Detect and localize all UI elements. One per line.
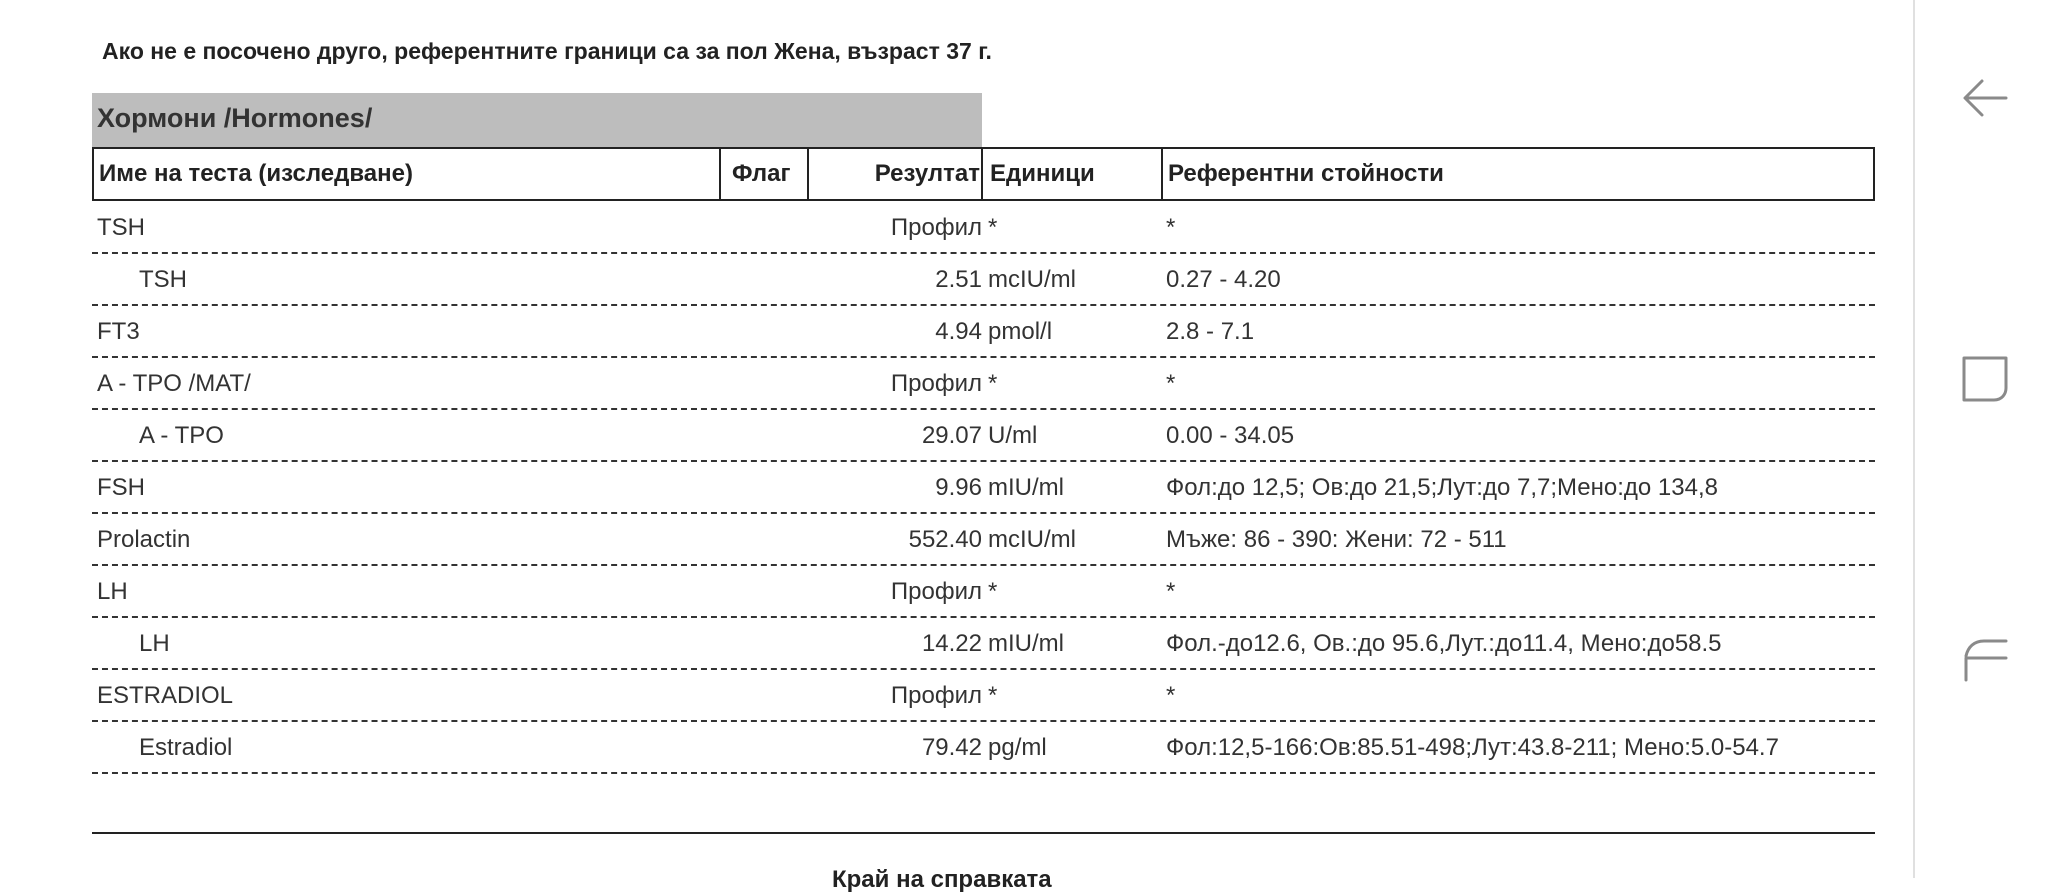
test-result: Профил [890, 370, 982, 397]
column-divider [719, 149, 721, 199]
table-row [92, 306, 1875, 358]
test-units: * [988, 370, 998, 397]
test-reference: 0.27 - 4.20 [1166, 266, 1281, 293]
test-result: 14.22 [921, 630, 982, 657]
test-units: U/ml [988, 422, 1038, 449]
test-reference: Мъже: 86 - 390: Жени: 72 - 511 [1166, 526, 1507, 553]
test-result: 29.07 [921, 422, 982, 449]
column-divider [1161, 149, 1163, 199]
test-units: mIU/ml [988, 630, 1064, 657]
test-name: A - TPO /MAT/ [97, 370, 251, 397]
test-units: * [988, 682, 998, 709]
table-row [92, 670, 1875, 722]
test-result: Профил [890, 682, 982, 709]
section-title: Хормони /Hormones/ [92, 93, 982, 147]
table-row [92, 410, 1875, 462]
test-reference: Фол:до 12,5; Ов:до 21,5;Лут:до 7,7;Мено:до 134,8 [1166, 474, 1718, 501]
column-divider [981, 149, 983, 199]
test-reference: * [1166, 682, 1176, 709]
navbar-divider [1913, 0, 1915, 878]
test-name: ESTRADIOL [97, 682, 234, 709]
column-header-result: Резултат [874, 160, 980, 187]
table-row [92, 618, 1875, 670]
recents-square-icon [1961, 355, 2009, 403]
test-result: 4.94 [935, 318, 982, 345]
test-reference: 0.00 - 34.05 [1166, 422, 1295, 449]
table-header [92, 147, 1875, 201]
test-units: mcIU/ml [988, 266, 1076, 293]
navigation-bar [1896, 0, 2048, 878]
table-row [92, 202, 1875, 254]
column-header-reference: Референтни стойности [1168, 160, 1444, 187]
table-row [92, 514, 1875, 566]
test-reference: Фол.-до12.6, Ов.:до 95.6,Лут.:до11.4, Мено:до58.5 [1166, 630, 1722, 657]
test-units: * [988, 214, 998, 241]
test-name: TSH [97, 214, 145, 241]
table-row [92, 254, 1875, 306]
test-name: TSH [139, 266, 187, 293]
test-name: LH [97, 578, 128, 605]
test-result: 2.51 [935, 266, 982, 293]
test-reference: * [1166, 578, 1176, 605]
test-reference: * [1166, 370, 1176, 397]
footer-divider [92, 832, 1875, 834]
test-units: mcIU/ml [988, 526, 1076, 553]
test-name: FT3 [97, 318, 140, 345]
back-arrow-icon [1962, 75, 2008, 121]
test-name: Estradiol [139, 734, 233, 761]
test-name: LH [139, 630, 170, 657]
footer-caption: Край на справката [832, 866, 1052, 893]
test-reference: * [1166, 214, 1176, 241]
test-reference: Фол:12,5-166:Ов:85.51-498;Лут:43.8-211; Мено:5.0-54.7 [1166, 734, 1779, 761]
table-row [92, 566, 1875, 618]
table-row [92, 358, 1875, 410]
test-name: FSH [97, 474, 145, 501]
test-name: A - TPO [139, 422, 224, 449]
test-result: Профил [890, 214, 982, 241]
test-result: 9.96 [935, 474, 982, 501]
test-units: mIU/ml [988, 474, 1064, 501]
test-units: pmol/l [988, 318, 1053, 345]
column-header-flag: Флаг [732, 160, 791, 187]
test-result: Профил [890, 578, 982, 605]
column-header-name: Име на теста (изследване) [99, 160, 413, 187]
table-row [92, 462, 1875, 514]
test-units: * [988, 578, 998, 605]
column-divider [807, 149, 809, 199]
column-header-units: Единици [990, 160, 1095, 187]
back-button[interactable] [1950, 63, 2020, 133]
table-row [92, 722, 1875, 774]
recent-apps-icon [1962, 636, 2008, 682]
recent-apps-button[interactable] [1950, 624, 2020, 694]
test-units: pg/ml [988, 734, 1047, 761]
test-reference: 2.8 - 7.1 [1166, 318, 1255, 345]
test-result: 552.40 [908, 526, 982, 553]
reference-note: Ако не е посочено друго, референтните граници са за пол Жена, възраст 37 г. [102, 38, 992, 64]
test-result: 79.42 [921, 734, 982, 761]
home-button[interactable] [1950, 344, 2020, 414]
test-name: Prolactin [97, 526, 191, 553]
